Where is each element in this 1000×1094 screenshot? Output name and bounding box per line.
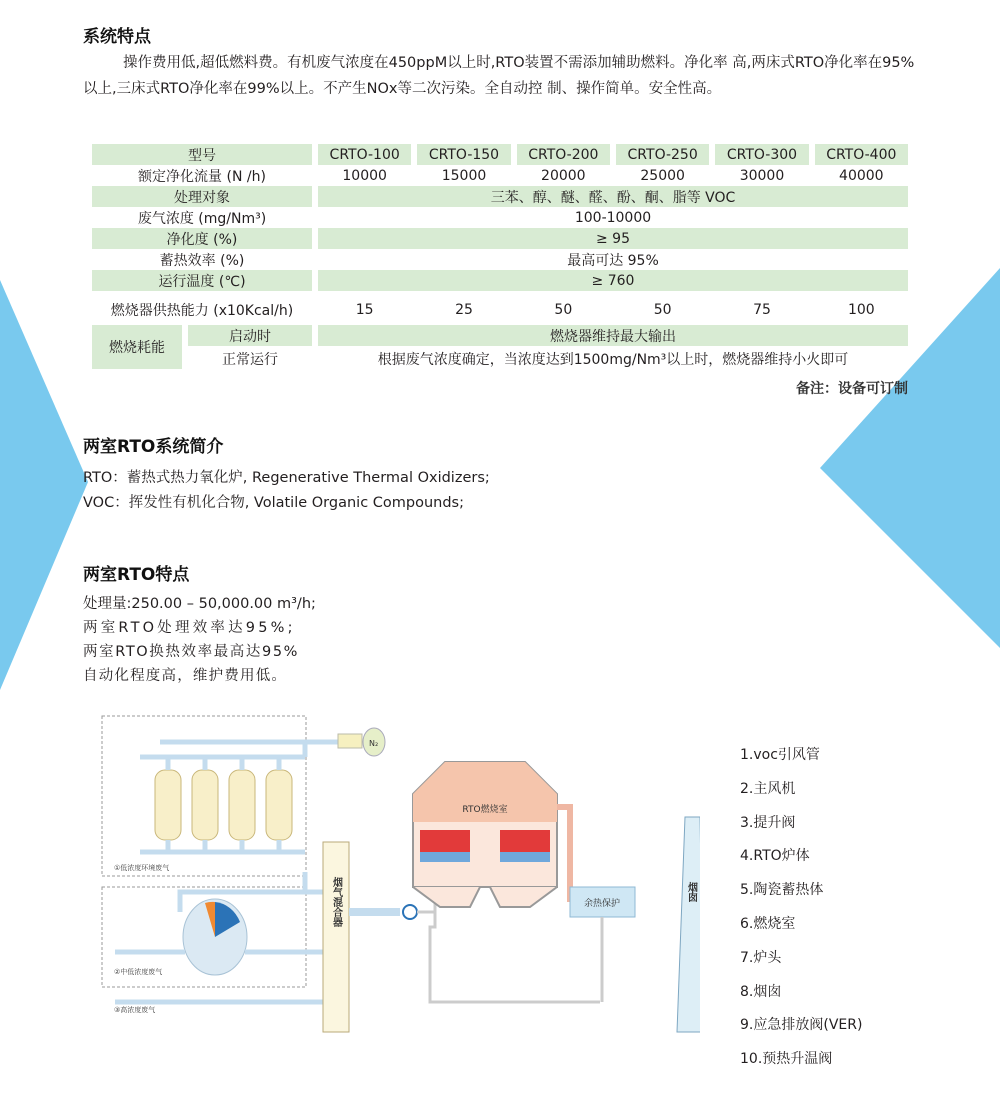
voc-definition: VOC：挥发性有机化合物, Volatile Organic Compounds; [83, 495, 464, 511]
table-row-purify [92, 228, 908, 249]
spec-table [92, 144, 908, 369]
burner-cell: 50 [554, 302, 573, 318]
purify-label: 净化度 (%) [92, 228, 312, 249]
temp-label: 运行温度 (℃) [92, 270, 312, 291]
burner-cell: 100 [847, 302, 875, 318]
model-cell: CRTO-100 [318, 144, 411, 165]
legend-item: 9.应急排放阀(VER) [740, 1017, 863, 1034]
consumption-label: 燃烧耗能 [92, 325, 182, 369]
bypass-pipe [557, 807, 570, 902]
legend-item: 8.烟囱 [740, 983, 782, 1000]
model-cell: CRTO-150 [417, 144, 510, 165]
diagram-legend [740, 744, 862, 1082]
burner-cell: 25 [455, 302, 473, 318]
flow-cell: 40000 [839, 167, 884, 184]
model-cell: CRTO-250 [616, 144, 709, 165]
table-row-heat [92, 249, 908, 270]
low-concentration-label: ①低浓度环境废气 [114, 864, 170, 872]
legend-item: 10.预热升温阀 [740, 1051, 833, 1068]
startup-value: 燃烧器维持最大输出 [318, 325, 908, 346]
startup-label: 启动时 [188, 325, 312, 346]
burner-label: 燃烧器供热能力 (x10Kcal/h) [110, 303, 294, 319]
conc-label: 废气浓度 (mg/Nm³) [137, 210, 267, 227]
normal-value: 根据废气浓度确定，当浓度达到1500mg/Nm³以上时，燃烧器维持小火即可 [377, 351, 849, 368]
legend-item: 7.炉头 [740, 949, 782, 966]
mixer-label: 烟气混合器 [330, 877, 342, 927]
flow-label: 额定净化流量 (N /h) [138, 168, 266, 185]
flow-cell: 30000 [739, 167, 785, 184]
left-blue-triangle [0, 270, 90, 700]
heat-label: 蓄热效率 (%) [159, 252, 245, 269]
table-row-model [92, 144, 908, 165]
table-row-temperature [92, 270, 908, 291]
normal-label: 正常运行 [222, 351, 278, 368]
model-label: 型号 [92, 144, 312, 165]
conc-value: 100-10000 [574, 209, 652, 226]
adsorption-tanks [155, 770, 292, 840]
combustion-chamber-label: RTO燃烧室 [462, 805, 508, 815]
two-chamber-title: 两室RTO特点 [83, 565, 190, 585]
table-row-consumption [92, 325, 908, 369]
high-concentration-label: ③高浓度废气 [114, 1006, 156, 1014]
legend-item: 6.燃烧室 [740, 915, 796, 932]
rto-process-diagram [100, 712, 700, 1042]
capacity-line: 处理量:250.00 – 50,000.00 m³/h; [83, 596, 316, 612]
legend-item: 3.提升阀 [740, 814, 796, 831]
burner-cell: 50 [653, 302, 672, 318]
model-cell: CRTO-200 [517, 144, 610, 165]
features-title: 系统特点 [83, 27, 151, 47]
temp-value: ≥ 760 [318, 270, 908, 291]
chimney-label: 烟囱 [685, 882, 697, 902]
table-note: 备注：设备可订制 [796, 381, 908, 397]
table-row-burner [92, 297, 908, 323]
compressor-box [338, 734, 362, 748]
legend-item: 4.RTO炉体 [740, 848, 810, 865]
chimney [677, 817, 700, 1032]
target-label: 处理对象 [92, 186, 312, 207]
table-row-concentration [92, 207, 908, 228]
target-value: 三苯、醇、醚、醛、酚、酮、脂等 VOC [318, 186, 908, 207]
heat-value: 最高可达 95% [567, 252, 659, 269]
flue-gas-mixer [323, 842, 349, 1032]
burner-cell: 75 [753, 302, 771, 318]
flow-cell: 15000 [441, 167, 487, 184]
legend-item: 2.主风机 [740, 780, 796, 797]
efficiency-line: 两室RTO处理效率达95%; [83, 620, 296, 636]
rto-hoppers [413, 887, 557, 907]
flow-cell: 20000 [541, 167, 586, 184]
features-paragraph: 操作费用低,超低燃料费。有机废气浓度在450ppM以上时,RTO装置不需添加辅助燃料。净化率 高,两床式RTO净化率在95%以上,三床式RTO净化率在99%以上。不产生NOx等二次污染。全自动控 制、操作简单。安全性高。 [83, 55, 915, 97]
ceramic-bed-right [500, 830, 550, 862]
legend-item: 5.陶瓷蓄热体 [740, 882, 824, 899]
intro-title: 两室RTO系统简介 [83, 437, 224, 457]
purify-value: ≥ 95 [318, 228, 908, 249]
automation-line: 自动化程度高，维护费用低。 [83, 668, 288, 684]
flow-cell: 25000 [640, 167, 685, 184]
model-cell: CRTO-400 [815, 144, 908, 165]
table-row-flow [92, 165, 908, 186]
flow-cell: 10000 [342, 167, 387, 184]
model-cell: CRTO-300 [715, 144, 808, 165]
main-fan [403, 905, 417, 919]
ceramic-bed-left [420, 830, 470, 862]
burner-cell: 15 [355, 302, 374, 318]
legend-item: 1.voc引风管 [740, 747, 820, 763]
rto-definition: RTO：蓄热式热力氧化炉, Regenerative Thermal Oxidizers; [83, 470, 490, 486]
n2-label: N₂ [369, 739, 379, 748]
heat-exchange-line: 两室RTO换热效率最高达95% [83, 644, 300, 660]
mid-concentration-label: ②中低浓度废气 [114, 968, 163, 976]
waste-heat-label: 余热保护 [583, 899, 621, 909]
table-row-target [92, 186, 908, 207]
